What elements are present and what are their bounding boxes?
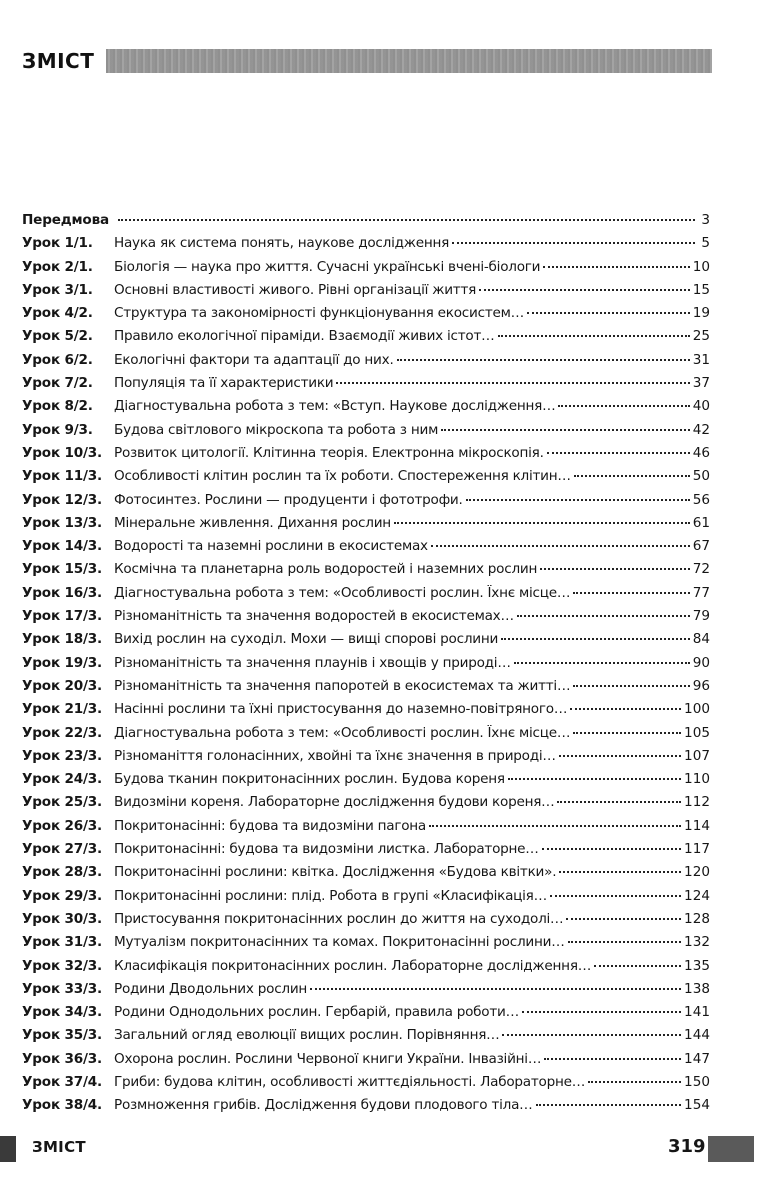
toc-entry [22,538,710,561]
toc-entry-page: 31 [692,351,710,368]
toc-entry-page: 79 [692,608,710,625]
toc-entry-label: Урок 6/2. [22,351,93,368]
toc-entry-title: Різноманітність та значення плаунів і хвощів у природі… [114,654,511,671]
toc-entry-page: 138 [684,980,710,997]
toc-entry-title: Різноманітність та значення водоростей в екосистемах… [114,608,514,625]
toc-dot-leader [441,429,690,431]
toc-entry [22,585,710,608]
toc-entry-label: Урок 10/3. [22,444,103,461]
footer-decorative-block-left [0,1136,16,1162]
toc-entry-page: 50 [692,468,710,485]
toc-entry [22,282,710,305]
toc-entry [22,1074,710,1097]
toc-entry [22,259,710,282]
toc-entry-title: Мутуалізм покритонасінних та комах. Покритонасінні рослини… [114,934,565,951]
toc-entry-title: Вихід рослин на суходіл. Мохи — вищі спорові рослини [114,631,499,648]
toc-entry-label: Урок 18/3. [22,631,103,648]
toc-entry-page: 67 [692,538,710,555]
toc-dot-leader [559,871,681,873]
toc-entry [22,981,710,1004]
toc-entry [22,911,710,934]
toc-entry-label: Урок 30/3. [22,910,103,927]
toc-dot-leader [397,359,690,361]
toc-entry-label: Урок 25/3. [22,794,103,811]
toc-entry-label: Урок 19/3. [22,654,103,671]
toc-entry-label: Урок 14/3. [22,538,103,555]
toc-dot-leader [558,405,689,407]
toc-entry [22,561,710,584]
toc-entry-label: Урок 5/2. [22,328,93,345]
table-of-contents [22,212,710,1121]
toc-dot-leader [573,732,681,734]
toc-entry-title: Загальний огляд еволюції вищих рослин. Порівняння… [114,1027,500,1044]
toc-entry [22,888,710,911]
toc-entry [22,794,710,817]
toc-dot-leader [508,778,681,780]
toc-entry-page: 150 [684,1073,710,1090]
toc-dot-leader [502,1034,681,1036]
toc-entry-label: Урок 3/1. [22,281,93,298]
toc-entry-label: Урок 29/3. [22,887,103,904]
toc-entry-label: Урок 26/3. [22,817,103,834]
toc-entry-page: 128 [684,910,710,927]
toc-entry-label: Урок 8/2. [22,398,93,415]
toc-entry-title: Популяція та її характеристики [114,375,334,392]
toc-entry-title: Основні властивості живого. Рівні організації життя [114,281,477,298]
toc-entry [22,701,710,724]
toc-entry-title: Гриби: будова клітин, особливості життєдіяльності. Лабораторне… [114,1073,586,1090]
toc-entry-label: Урок 34/3. [22,1004,103,1021]
toc-entry-page: 107 [684,747,710,764]
toc-entry-title: Розмноження грибів. Дослідження будови плодового тіла… [114,1097,533,1114]
toc-entry-title: Біологія — наука про життя. Сучасні українські вчені-біологи [114,258,541,275]
toc-entry [22,631,710,654]
toc-dot-leader [336,382,689,384]
toc-entry-page: 46 [692,444,710,461]
toc-entry-page: 105 [684,724,710,741]
toc-entry-page: 40 [692,398,710,415]
toc-entry-label: Урок 36/3. [22,1050,103,1067]
toc-entry-label: Урок 16/3. [22,584,103,601]
toc-entry [22,934,710,957]
toc-entry [22,422,710,445]
toc-entry-label: Урок 13/3. [22,514,103,531]
toc-entry-page: 77 [692,584,710,601]
toc-entry-page: 154 [684,1097,710,1114]
toc-dot-leader [479,289,690,291]
toc-entry-title: Родини Дводольних рослин [114,980,308,997]
toc-entry-title: Діагностувальна робота з тем: «Особливості рослин. Їхнє місце… [114,584,571,601]
toc-entry [22,328,710,351]
toc-entry-page: 110 [684,771,710,788]
toc-entry-page: 84 [692,631,710,648]
toc-entry-page: 3 [701,212,710,228]
toc-entry [22,492,710,515]
toc-entry-page: 10 [692,258,710,275]
toc-dot-leader [527,312,690,314]
toc-dot-leader [557,801,681,803]
toc-entry-title: Покритонасінні: будова та видозміни пагона [114,817,427,834]
toc-entry-title: Мінеральне живлення. Дихання рослин [114,514,391,531]
toc-entry-label: Урок 17/3. [22,608,103,625]
toc-entry [22,468,710,491]
toc-dot-leader [118,219,695,221]
toc-entry [22,515,710,538]
toc-entry [22,818,710,841]
toc-entry [22,771,710,794]
toc-entry-page: 72 [692,561,710,578]
toc-entry-page: 42 [692,421,710,438]
toc-entry-label: Урок 12/3. [22,491,103,508]
toc-entry-title: Наука як система понять, наукове дослідження [114,235,450,252]
toc-entry [22,305,710,328]
toc-dot-leader [452,242,695,244]
toc-entry-title: Структура та закономірності функціонування екосистем… [114,305,524,322]
toc-entry [22,608,710,631]
toc-dot-leader [568,941,681,943]
page-footer [0,1134,764,1162]
toc-entry-page: 56 [692,491,710,508]
page-title: ЗМІСТ [22,49,95,73]
toc-entry-label: Урок 24/3. [22,771,103,788]
toc-dot-leader [573,592,689,594]
toc-entry-title: Пристосування покритонасінних рослин до життя на суходолі… [114,910,564,927]
toc-entry-page: 141 [684,1004,710,1021]
toc-entry [22,864,710,887]
toc-entry [22,748,710,771]
toc-entry-label: Урок 33/3. [22,980,103,997]
toc-dot-leader [501,638,690,640]
toc-dot-leader [550,895,681,897]
toc-entry-page: 15 [692,281,710,298]
toc-entry-label: Урок 7/2. [22,375,93,392]
toc-dot-leader [540,568,690,570]
toc-entry-title: Правило екологічної піраміди. Взаємодії живих істот… [114,328,495,345]
toc-entry-title: Будова світлового мікроскопа та робота з ним [114,421,439,438]
toc-entry-label: Урок 4/2. [22,305,93,322]
toc-dot-leader [536,1104,682,1106]
toc-entry [22,725,710,748]
toc-entry [22,212,710,235]
toc-entry-label: Урок 9/3. [22,421,93,438]
toc-entry [22,1027,710,1050]
toc-entry-page: 117 [684,841,710,858]
toc-entry-title: Класифікація покритонасінних рослин. Лабораторне дослідження… [114,957,592,974]
toc-entry [22,1004,710,1027]
toc-entry-title: Насінні рослини та їхні пристосування до наземно-повітряного… [114,701,568,718]
toc-entry-title: Діагностувальна робота з тем: «Вступ. Наукове дослідження… [114,398,556,415]
toc-dot-leader [594,965,681,967]
toc-dot-leader [394,522,690,524]
toc-dot-leader [588,1081,681,1083]
toc-dot-leader [310,988,681,990]
toc-entry-title: Фотосинтез. Рослини — продуценти і фототрофи. [114,491,463,508]
toc-entry-title: Особливості клітин рослин та їх роботи. Спостереження клітин… [114,468,571,485]
toc-entry-page: 147 [684,1050,710,1067]
toc-entry-label: Урок 1/1. [22,235,93,252]
toc-entry [22,352,710,375]
toc-dot-leader [431,545,690,547]
toc-entry [22,445,710,468]
toc-entry-page: 25 [692,328,710,345]
toc-dot-leader [543,266,689,268]
toc-entry-title: Екологічні фактори та адаптації до них. [114,351,394,368]
toc-entry-page: 61 [692,514,710,531]
toc-entry-page: 120 [684,864,710,881]
footer-decorative-block-right [708,1136,754,1162]
toc-entry-title: Космічна та планетарна роль водоростей і наземних рослин [114,561,538,578]
page-header [22,46,712,76]
toc-dot-leader [522,1011,681,1013]
toc-entry-page: 124 [684,887,710,904]
toc-entry-title: Покритонасінні рослини: плід. Робота в групі «Класифікація… [114,887,547,904]
toc-entry-page: 5 [701,235,710,252]
toc-entry-page: 37 [692,375,710,392]
toc-dot-leader [574,475,690,477]
toc-entry-title: Різноманітність та значення папоротей в екосистемах та житті… [114,677,571,694]
toc-entry-label: Передмова [22,212,109,228]
toc-entry-page: 100 [684,701,710,718]
toc-entry-title: Різноманіття голонасінних, хвойні та їхнє значення в природі… [114,747,556,764]
toc-entry [22,1051,710,1074]
toc-entry-title: Покритонасінні: будова та видозміни листка. Лабораторне… [114,841,539,858]
toc-dot-leader [514,662,690,664]
toc-dot-leader [566,918,681,920]
toc-entry-label: Урок 21/3. [22,701,103,718]
toc-entry-page: 90 [692,654,710,671]
toc-entry-page: 19 [692,305,710,322]
toc-entry [22,678,710,701]
toc-entry [22,1097,710,1120]
toc-entry-label: Урок 2/1. [22,258,93,275]
toc-entry-label: Урок 32/3. [22,957,103,974]
toc-entry-title: Розвиток цитології. Клітинна теорія. Електронна мікроскопія. [114,444,544,461]
toc-dot-leader [573,685,689,687]
toc-entry [22,375,710,398]
toc-entry-label: Урок 37/4. [22,1073,103,1090]
toc-dot-leader [517,615,690,617]
toc-entry-page: 114 [684,817,710,834]
toc-dot-leader [498,335,690,337]
toc-entry [22,655,710,678]
toc-entry-page: 135 [684,957,710,974]
toc-entry-title: Охорона рослин. Рослини Червоної книги України. Інвазійні… [114,1050,542,1067]
toc-entry-page: 96 [692,677,710,694]
toc-dot-leader [542,848,681,850]
toc-entry-label: Урок 38/4. [22,1097,103,1114]
toc-entry-label: Урок 11/3. [22,468,103,485]
toc-dot-leader [429,825,681,827]
toc-entry-title: Діагностувальна робота з тем: «Особливості рослин. Їхнє місце… [114,724,571,741]
toc-entry-label: Урок 20/3. [22,677,103,694]
toc-entry-title: Водорості та наземні рослини в екосистемах [114,538,428,555]
toc-entry-label: Урок 27/3. [22,841,103,858]
toc-dot-leader [559,755,681,757]
toc-entry-title: Родини Однодольних рослин. Гербарій, правила роботи… [114,1004,519,1021]
toc-entry-page: 132 [684,934,710,951]
toc-entry [22,235,710,258]
footer-page-number: 319 [668,1136,706,1157]
header-decorative-bar [106,49,712,73]
toc-dot-leader [547,452,690,454]
toc-entry-title: Будова тканин покритонасінних рослин. Будова кореня [114,771,505,788]
toc-entry-page: 112 [684,794,710,811]
toc-entry-label: Урок 35/3. [22,1027,103,1044]
toc-entry-label: Урок 15/3. [22,561,103,578]
footer-section-label: ЗМІСТ [32,1138,86,1156]
toc-entry [22,958,710,981]
toc-entry-label: Урок 23/3. [22,747,103,764]
toc-entry-label: Урок 22/3. [22,724,103,741]
toc-entry-title: Покритонасінні рослини: квітка. Дослідження «Будова квітки». [114,864,557,881]
toc-entry-label: Урок 31/3. [22,934,103,951]
toc-entry [22,398,710,421]
toc-dot-leader [544,1058,681,1060]
toc-entry-label: Урок 28/3. [22,864,103,881]
toc-entry-title: Видозміни кореня. Лабораторне дослідження будови кореня… [114,794,555,811]
toc-entry-page: 144 [684,1027,710,1044]
toc-dot-leader [466,499,690,501]
toc-entry [22,841,710,864]
toc-dot-leader [570,708,681,710]
